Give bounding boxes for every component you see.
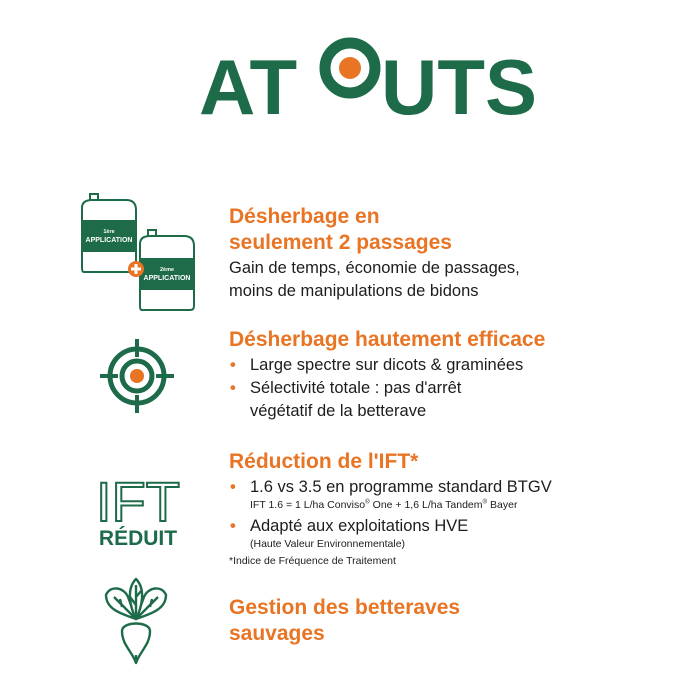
list-item: • Adapté aux exploitations HVE (Haute Valeur Environnementale) xyxy=(230,517,469,550)
svg-text:APPLICATION: APPLICATION xyxy=(143,275,191,282)
section-1-text xyxy=(229,204,677,303)
section-ift xyxy=(0,447,697,550)
atouts-logo xyxy=(179,26,537,131)
canister-2-icon xyxy=(140,230,194,310)
section-3-heading: Réduction de l'IFT* xyxy=(229,450,419,473)
section-1-heading: Désherbage en seulement 2 passages xyxy=(229,205,452,254)
section-two-passages xyxy=(0,188,697,313)
section-4-text xyxy=(229,595,677,647)
section-efficace xyxy=(0,325,697,425)
ift-footnote: *Indice de Fréquence de Traitement xyxy=(229,555,396,567)
ift-icon-text: IFT xyxy=(96,470,180,533)
section-3-text xyxy=(229,449,677,551)
section-2-text xyxy=(229,327,677,423)
canister-1-icon xyxy=(82,194,136,272)
reduit-icon-text: RÉDUIT xyxy=(98,527,178,550)
title-o-dot-icon xyxy=(325,43,375,93)
plus-icon xyxy=(128,261,144,277)
svg-text:2ème: 2ème xyxy=(159,267,175,273)
list-item: • Large spectre sur dicots & graminées xyxy=(230,356,524,374)
beet-icon xyxy=(100,575,172,672)
page-title xyxy=(0,26,697,131)
section-betteraves xyxy=(0,575,697,670)
two-canisters-icon xyxy=(78,188,198,318)
section-2-heading: Désherbage hautement efficace xyxy=(229,328,546,351)
title-part2: UTS xyxy=(380,43,537,131)
svg-text:APPLICATION: APPLICATION xyxy=(85,237,133,244)
title-part1: AT xyxy=(198,43,297,131)
section-3-bullets xyxy=(229,476,677,551)
section-1-body: Gain de temps, économie de passages, moins de manipulations de bidons xyxy=(229,259,520,300)
svg-text:1ère: 1ère xyxy=(103,229,115,235)
list-item: • Sélectivité totale : pas d'arrêt végétatif de la betterave xyxy=(230,379,462,420)
list-item: • 1.6 vs 3.5 en programme standard BTGV IFT 1.6 = 1 L/ha Conviso® One + 1,6 L/ha Tandem® Bayer xyxy=(230,478,552,511)
section-4-heading: Gestion des betteraves sauvages xyxy=(229,596,461,645)
target-icon xyxy=(100,339,174,418)
section-2-bullets xyxy=(229,354,677,423)
ift-reduit-icon xyxy=(92,469,184,554)
